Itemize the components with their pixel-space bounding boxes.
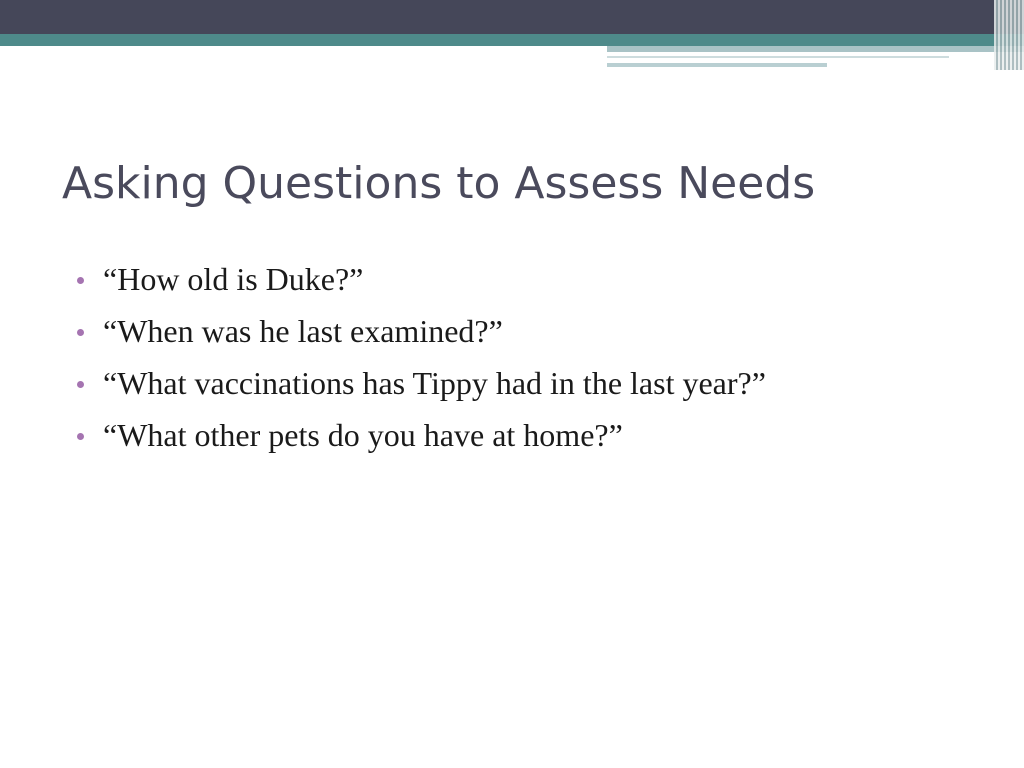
header-bar-dark bbox=[0, 0, 1024, 34]
header-stripes-decoration bbox=[994, 0, 1024, 70]
bullet-item bbox=[74, 258, 914, 300]
header-accent-line-short bbox=[607, 63, 827, 67]
bullet-text: “What vaccinations has Tippy had in the last year?” bbox=[103, 365, 766, 401]
slide-title: Asking Questions to Assess Needs bbox=[62, 158, 816, 209]
bullet-item bbox=[74, 310, 914, 352]
bullet-item bbox=[74, 414, 914, 456]
bullet-dot-icon bbox=[77, 277, 84, 284]
header-bar-light bbox=[607, 46, 1024, 52]
bullet-dot-icon bbox=[77, 381, 84, 388]
bullet-text: “How old is Duke?” bbox=[103, 261, 364, 297]
bullet-item bbox=[74, 362, 914, 404]
bullet-dot-icon bbox=[77, 433, 84, 440]
header-accent-line bbox=[607, 56, 949, 58]
bullet-text: “What other pets do you have at home?” bbox=[103, 417, 623, 453]
bullet-list bbox=[74, 258, 914, 466]
bullet-text: “When was he last examined?” bbox=[103, 313, 503, 349]
bullet-dot-icon bbox=[77, 329, 84, 336]
header-bar-teal bbox=[0, 34, 1024, 46]
